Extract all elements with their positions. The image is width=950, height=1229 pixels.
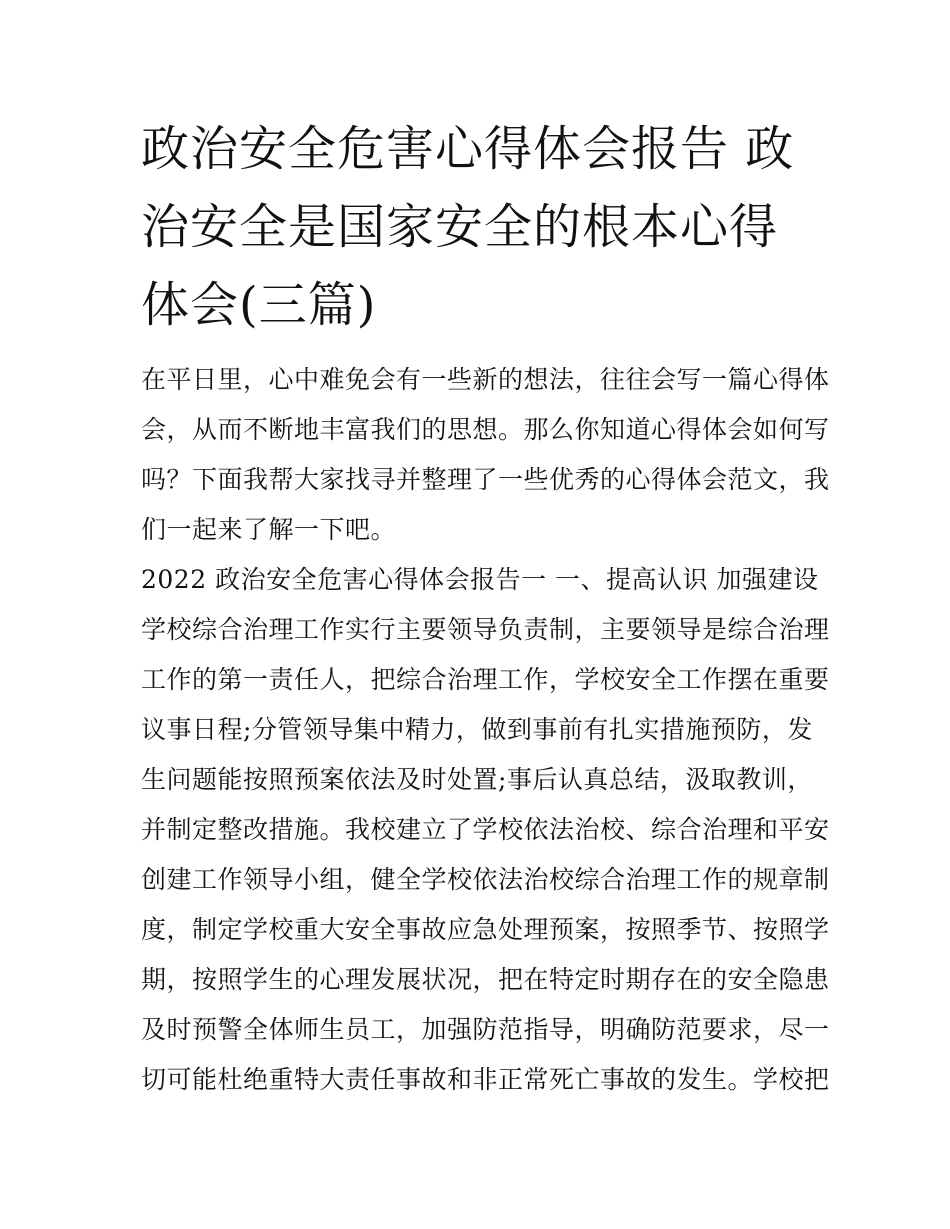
document-body (141, 355, 830, 1105)
section-line-10: 切可能杜绝重特大责任事故和非正常死亡事故的发生。学校把 (141, 1065, 830, 1094)
title-line-3: 体会(三篇) (141, 277, 377, 333)
section-line-3: 议事日程;分管领导集中精力，做到事前有扎实措施预防，发 (141, 715, 813, 744)
section-heading: 2022 政治安全危害心得体会报告一 一、提高认识 加强建设 (141, 565, 819, 594)
section-line-8: 期，按照学生的心理发展状况，把在特定时期存在的安全隐患 (141, 965, 830, 994)
section-line-4: 生问题能按照预案依法及时处置;事后认真总结，汲取教训， (141, 765, 813, 794)
section-line-7: 度，制定学校重大安全事故应急处理预案，按照季节、按照学 (141, 915, 830, 944)
section-line-1: 学校综合治理工作实行主要领导负责制，主要领导是综合治理 (141, 615, 830, 644)
section-line-6: 创建工作领导小组，健全学校依法治校综合治理工作的规章制 (141, 865, 830, 894)
document-title (141, 110, 821, 344)
title-line-2: 治安全是国家安全的根本心得 (141, 199, 779, 255)
intro-line-1: 在平日里，心中难免会有一些新的想法，往往会写一篇心得体 (141, 365, 830, 394)
intro-paragraph (141, 355, 830, 555)
section-paragraph (141, 605, 830, 1105)
section-line-2: 工作的第一责任人，把综合治理工作，学校安全工作摆在重要 (141, 665, 830, 694)
section-line-5: 并制定整改措施。我校建立了学校依法治校、综合治理和平安 (141, 815, 830, 844)
title-line-1: 政治安全危害心得体会报告 政 (141, 121, 795, 177)
intro-line-2: 会，从而不断地丰富我们的思想。那么你知道心得体会如何写 (141, 415, 830, 444)
intro-line-3: 吗？下面我帮大家找寻并整理了一些优秀的心得体会范文，我 (141, 465, 830, 494)
section-line-9: 及时预警全体师生员工，加强防范指导，明确防范要求，尽一 (141, 1015, 830, 1044)
intro-line-4: 们一起来了解一下吧。 (141, 515, 397, 544)
